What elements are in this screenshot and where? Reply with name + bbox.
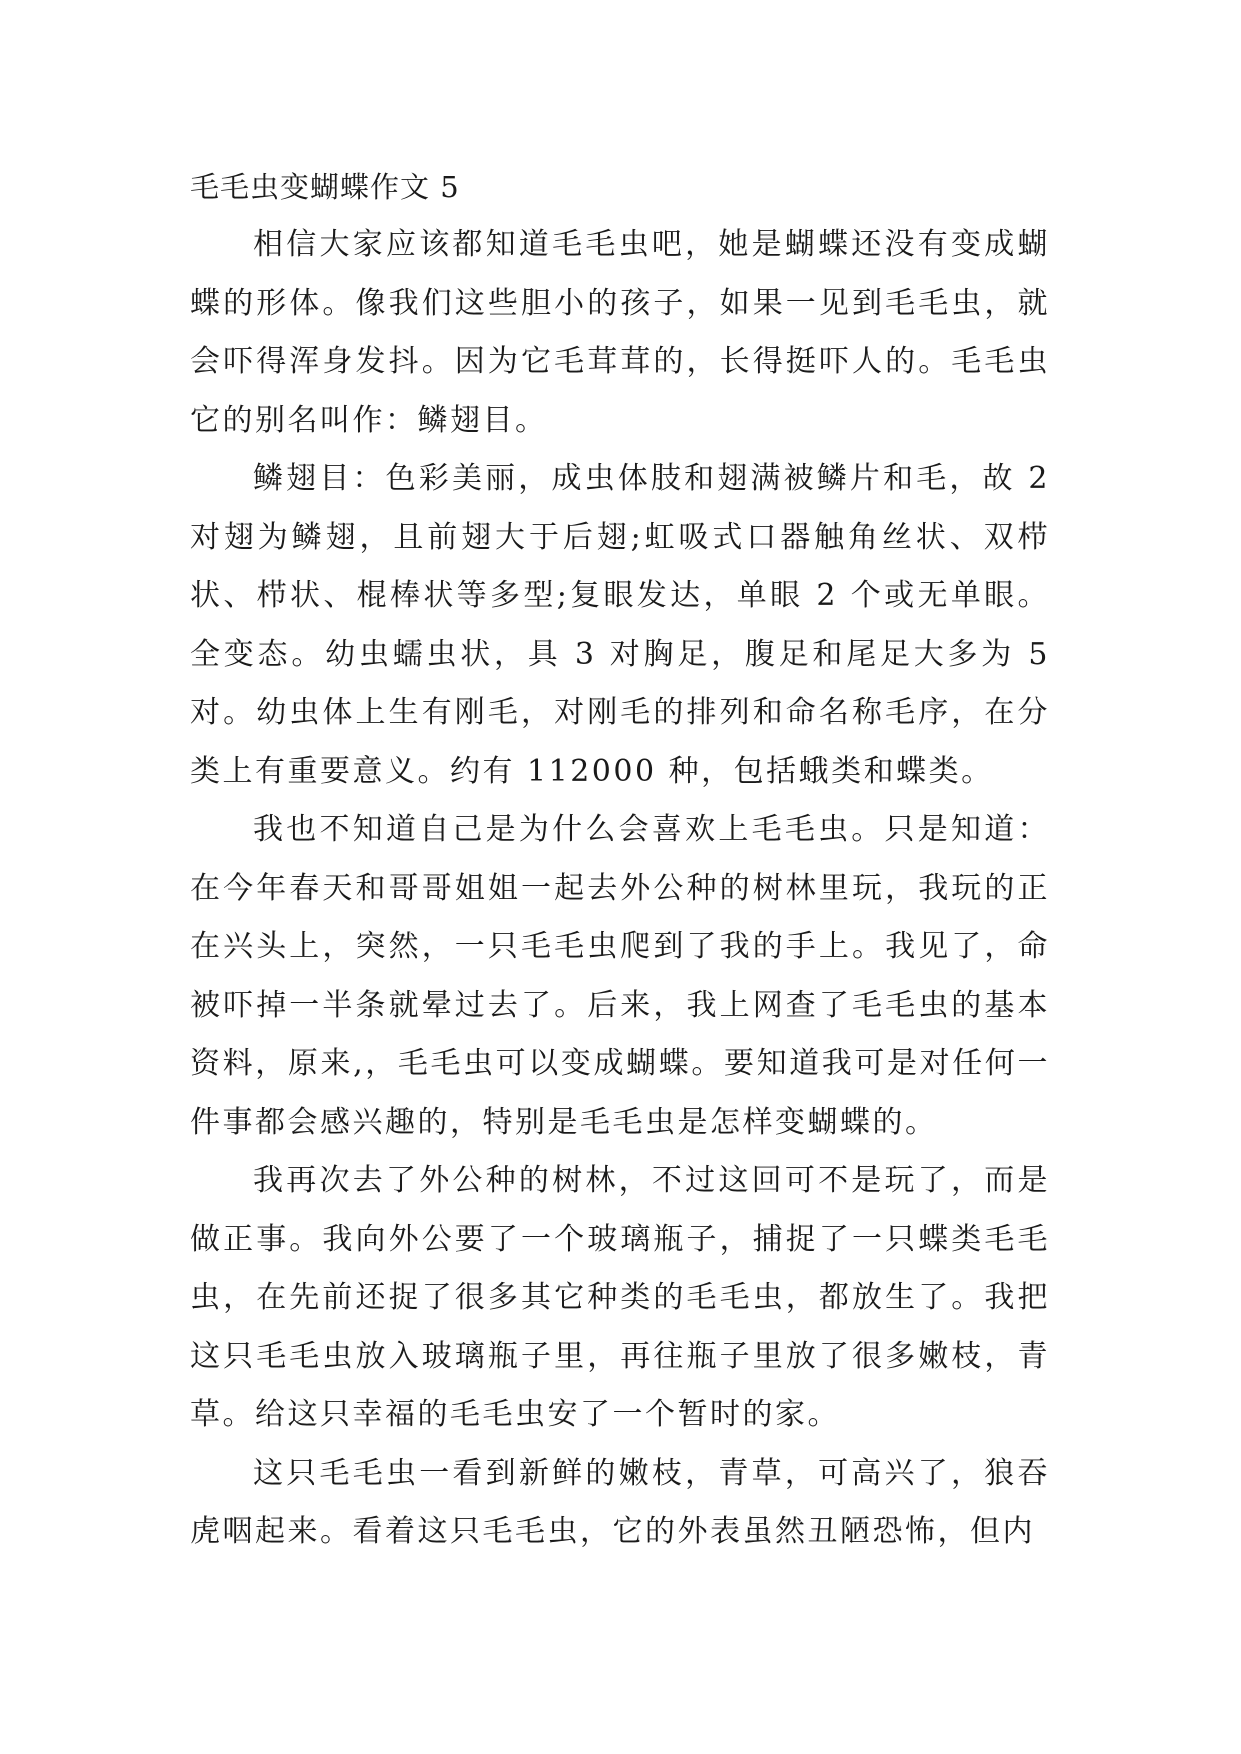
paragraph-encounter: 我也不知道自己是为什么会喜欢上毛毛虫。只是知道：在今年春天和哥哥姐姐一起去外公种的树林里玩，我玩的正在兴头上，突然，一只毛毛虫爬到了我的手上。我见了，命被吓掉一半条就晕过去了。后来，我上网查了毛毛虫的基本资料，原来,，毛毛虫可以变成蝴蝶。要知道我可是对任何一件事都会感兴趣的，特别是毛毛虫是怎样变蝴蝶的。 xyxy=(190,812,1050,1140)
paragraph-capture: 我再次去了外公种的树林，不过这回可不是玩了，而是做正事。我向外公要了一个玻璃瓶子，捕捉了一只蝶类毛毛虫，在先前还捉了很多其它种类的毛毛虫，都放生了。我把这只毛毛虫放入玻璃瓶子里，再往瓶子里放了很多嫩枝，青草。给这只幸福的毛毛虫安了一个暂时的家。 xyxy=(190,1163,1050,1432)
paragraph-lepidoptera: 鳞翅目：色彩美丽，成虫体肢和翅满被鳞片和毛，故 2 对翅为鳞翅，且前翅大于后翅;虹吸式口器触角丝状、双栉状、栉状、棍棒状等多型;复眼发达，单眼 2 个或无单眼。全变态。幼虫蠕虫状，具 3 对胸足，腹足和尾足大多为 5 对。幼虫体上生有刚毛，对刚毛的排列和命名称毛序，在分类上有重要意义。约有 112000 种，包括蛾类和蝶类。 xyxy=(190,461,1050,789)
document-body xyxy=(190,158,1050,1562)
paragraph-intro: 相信大家应该都知道毛毛虫吧，她是蝴蝶还没有变成蝴蝶的形体。像我们这些胆小的孩子，如果一见到毛毛虫，就会吓得浑身发抖。因为它毛茸茸的，长得挺吓人的。毛毛虫它的别名叫作：鳞翅目。 xyxy=(190,227,1050,438)
paragraph-feeding: 这只毛毛虫一看到新鲜的嫩枝，青草，可高兴了，狼吞虎咽起来。看着这只毛毛虫，它的外表虽然丑陋恐怖，但内 xyxy=(190,1455,1050,1549)
document-title: 毛毛虫变蝴蝶作文 5 xyxy=(190,170,460,204)
